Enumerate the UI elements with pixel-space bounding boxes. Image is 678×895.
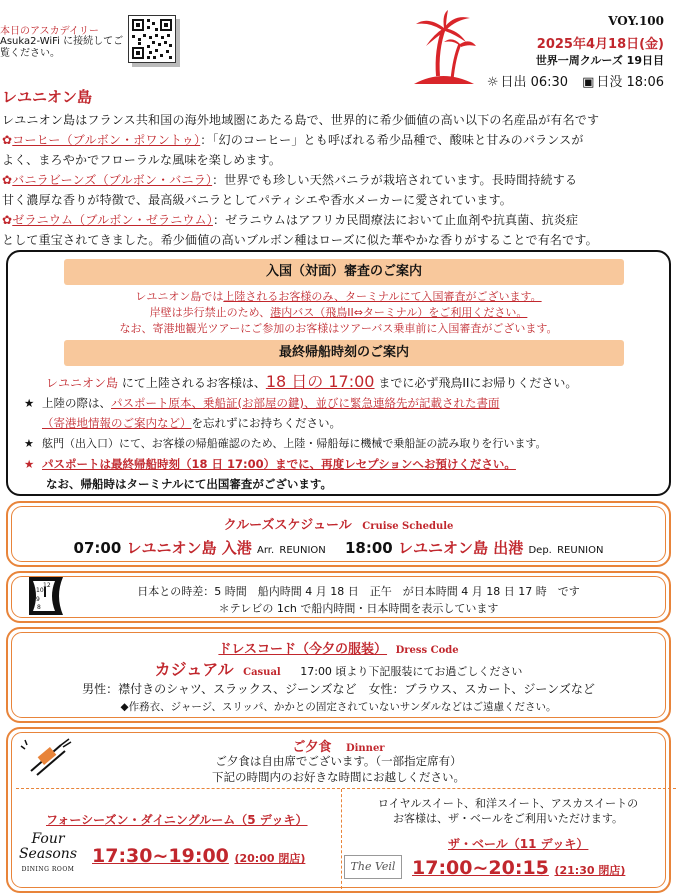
product-desc: ：ゼラニウムはアフリカ民間療法において止血剤や抗真菌、抗炎症 [212, 213, 579, 227]
fork-knife-icon [17, 737, 77, 777]
boarding-text: にて上陸されるお客様は、 [118, 376, 266, 390]
dress-title-jp: ドレスコード（今夕の服装） [218, 642, 388, 657]
veil-time: 17:00~20:15 [412, 857, 549, 879]
veil-hours [412, 857, 625, 879]
product-name: ゼラニウム（ブルボン・ゼラニウム） [12, 213, 213, 227]
boarding-heading: 最終帰船時刻のご案内 [64, 340, 624, 366]
sunrise-icon: ☼ [486, 75, 499, 90]
boarding-line-2 [24, 393, 499, 413]
logo-text: Four [31, 831, 65, 847]
cruise-day-label: 世界一周クルーズ 19日目 [535, 54, 664, 67]
veil-close: (21:30 閉店) [554, 864, 626, 877]
product-desc: ：世界でも珍しい天然バニラが栽培されています。長時間持続する [212, 173, 578, 187]
product-desc: ：「幻のコーヒー」とも呼ばれる希少品種で、酸味と甘みのバランスが [200, 133, 584, 147]
boarding-text: を忘れずにお持ちください。 [191, 416, 341, 430]
arrival-en: Arr. [257, 545, 275, 556]
sun-times [487, 71, 664, 90]
product-name: バニラビーンズ（ブルボン・バニラ） [12, 173, 213, 187]
logo-text: DINING ROOM [21, 866, 75, 873]
sunset-icon: ▣ [582, 75, 595, 90]
island-title: レユニオン島 [2, 88, 93, 106]
logo-text: Seasons [18, 846, 78, 862]
veil-name: ザ・ベール（11 デッキ） [448, 837, 589, 851]
schedule-title-jp: クルーズスケジュール [223, 518, 352, 533]
entry-text: レユニオン島では [135, 290, 224, 303]
intro-text: レユニオン島はフランス共和国の海外地域圏にあたる島で、世界的に希少価値の高い以下の名産品が有名です [2, 113, 600, 127]
product-desc-cont: として重宝されてきました。希少価値の高いブルボン種はローズに似た華やかな香りがすることで有名です。 [2, 233, 598, 247]
product-desc-cont: 甘く濃厚な香りが特徴で、最高級バニラとしてパティシエや香水メーカーに愛されています。 [2, 193, 513, 207]
four-seasons-hours [92, 845, 305, 867]
star-icon: ★ [24, 457, 35, 471]
veil-note-1: ロイヤルスイート、和洋スイート、アスカスイートの [377, 797, 639, 810]
boarding-line-4 [24, 434, 546, 454]
svg-text:8: 8 [37, 604, 41, 611]
product-item [2, 170, 678, 190]
svg-text:10: 10 [36, 587, 44, 594]
boarding-text: 上陸の際は、 [42, 396, 111, 410]
four-seasons-name: フォーシーズン・ダイニングルーム（5 デッキ） [46, 813, 308, 827]
dinner-line-1: ご夕食は自由席でございます。（一部指定席有） [215, 754, 462, 768]
dress-code-jp: カジュアル [154, 660, 234, 679]
palm-tree-icon [408, 10, 478, 88]
sunset [582, 71, 664, 90]
arrival-place: レユニオン島 [126, 539, 217, 557]
arrival-port: REUNION [279, 545, 326, 556]
sunrise-text: 日出 06:30 [500, 75, 569, 90]
departure-en: Dep. [528, 545, 552, 556]
dinner-title-en: Dinner [345, 743, 385, 754]
svg-text:9: 9 [36, 596, 40, 603]
product-item [2, 210, 678, 230]
boarding-place: レユニオン島 [46, 376, 119, 390]
time-diff-text: 日本との時差：5 時間 船内時間 4 月 18 日 正午 が日本時間 4 月 18 日 17 時 です [137, 585, 580, 598]
boarding-line-1 [46, 372, 577, 393]
dinner-box [6, 727, 671, 893]
arrival-word: 入港 [221, 539, 252, 557]
veil-logo: The Veil [344, 855, 402, 879]
product-item [2, 130, 678, 150]
sunset-text: 日没 18:06 [596, 75, 664, 90]
entry-heading: 入国（対面）審査のご案内 [64, 259, 624, 285]
wifi-title: 本日のアスカデイリー [0, 26, 99, 37]
boarding-line-5 [24, 454, 516, 474]
boarding-text-underlined: パスポート原本、乗船証(お部屋の鍵)、並びに緊急連絡先が記載された書面 [111, 396, 500, 410]
time-box [6, 571, 671, 623]
entry-line-3: なお、寄港地観光ツアーにご参加のお客様はツアーバス乗車前に入国審査がございます。 [119, 322, 558, 335]
departure-place: レユニオン島 [397, 539, 488, 557]
four-seasons-close: (20:00 閉店) [234, 852, 306, 865]
boarding-text: までに必ず飛鳥IIにお帰りください。 [374, 376, 578, 390]
entry-line-2 [8, 305, 669, 320]
dress-men-women: 男性：襟付きのシャツ、スラックス、ジーンズなど 女性：ブラウス、スカート、ジーンズなど [82, 682, 595, 696]
departure-port: REUNION [557, 545, 604, 556]
qr-code-icon[interactable] [128, 15, 176, 63]
flower-icon: ✿ [2, 213, 13, 227]
entry-text: 岸壁は歩行禁止のため、 [149, 306, 271, 319]
dress-code-row [8, 657, 669, 680]
departure-word: 出港 [493, 539, 524, 557]
wifi-text: Asuka2-WiFi に接続してご覧ください。 [0, 36, 124, 59]
schedule-box [6, 501, 671, 567]
star-icon: ★ [24, 396, 35, 410]
dress-ng-note: ◆作務衣、ジャージ、スリッパ、かかとの固定されていないサンダルなどはご遠慮ください。 [120, 701, 557, 713]
veil-note [348, 796, 668, 826]
departure-time: 18:00 [345, 539, 393, 557]
entry-boarding-box [6, 250, 671, 496]
svg-text:12: 12 [43, 582, 51, 589]
dress-note: 17:00 頃より下記服装にてお過ごしください [300, 665, 523, 678]
schedule-title-en: Cruise Schedule [362, 521, 454, 532]
schedule-title [8, 514, 669, 533]
boarding-text-underlined: （寄港地情報のご案内など） [42, 416, 192, 430]
date-label: 2025年4月18日(金) [536, 37, 664, 52]
arrival-time: 07:00 [73, 539, 122, 557]
star-icon: ★ [24, 437, 34, 450]
veil-note-2: お客様は、ザ・ベールをご利用いただけます。 [393, 812, 623, 825]
dress-title-en: Dress Code [395, 645, 459, 656]
product-desc-cont: よく、まろやかでフローラルな風味を楽しめます。 [2, 153, 282, 167]
dinner-line-2: 下記の時間内のお好きな時間にお越しください。 [212, 770, 465, 784]
boarding-line-6: なお、帰船時はターミナルにて出国審査がございます。 [46, 477, 333, 491]
flower-icon: ✿ [2, 173, 13, 187]
four-seasons-logo [18, 832, 78, 877]
dress-code-box [6, 627, 671, 723]
dinner-title-jp: ご夕食 [292, 740, 332, 755]
dress-title [8, 638, 669, 657]
dinner-divider-v [341, 789, 342, 889]
voyage-number: VOY.100 [608, 14, 664, 28]
boarding-text-underlined: パスポートは最終帰船時刻（18 日 17:00）までに、再度レセプションへお預けください。 [42, 457, 516, 471]
product-name: コーヒー（ブルボン・ポワントゥ） [12, 133, 201, 147]
entry-text-underlined: 港内バス（飛鳥II⇔ターミナル）をご利用ください。 [270, 306, 528, 319]
dress-code-en: Casual [243, 667, 281, 678]
entry-text-underlined: 上陸されるお客様のみ、ターミナルにて入国審査がございます。 [223, 290, 542, 303]
tv-time-note: ＊テレビの 1ch で船内時間・日本時間を表示しています [218, 602, 499, 615]
sunrise [487, 71, 568, 90]
boarding-line-3 [24, 413, 341, 433]
schedule-row [8, 537, 669, 558]
clock-icon [25, 575, 67, 617]
entry-line-1 [8, 289, 669, 304]
boarding-text: 舷門（出入口）にて、お客様の帰船確認のため、上陸・帰船毎に機械で乗船証の読み取りを行います。 [42, 437, 547, 450]
boarding-time: 18 日の 17:00 [265, 372, 375, 391]
dinner-divider [16, 788, 676, 789]
flower-icon: ✿ [2, 133, 13, 147]
four-seasons-time: 17:30~19:00 [92, 845, 229, 867]
island-intro [2, 110, 678, 250]
